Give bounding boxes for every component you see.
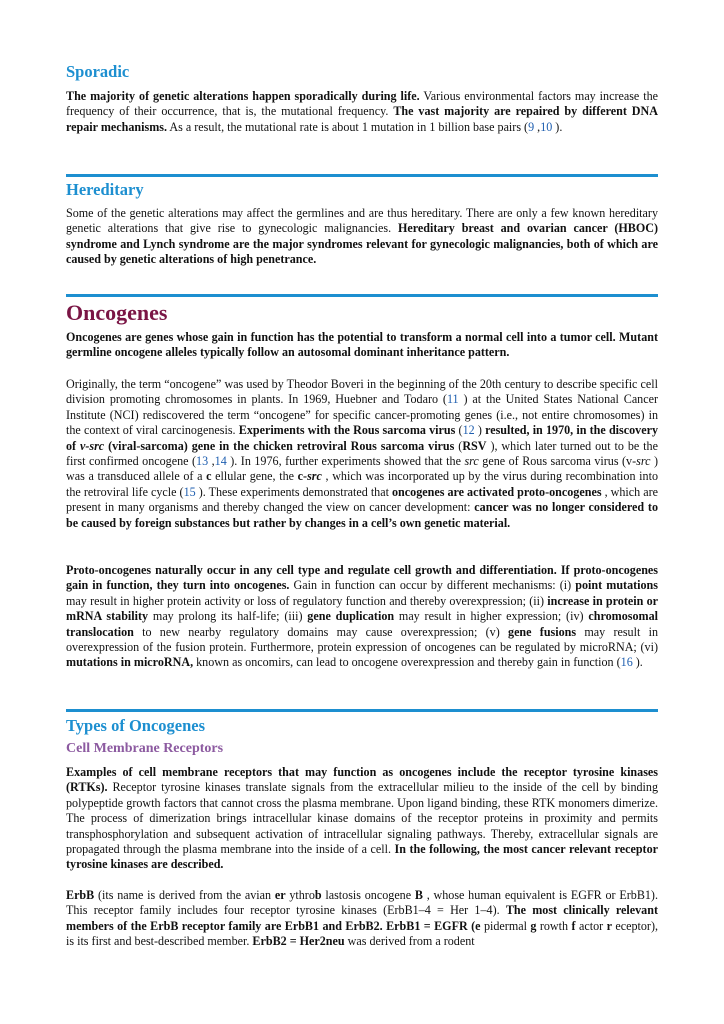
text-run: to new nearby regulatory domains may cause overexpression; (v): [133, 624, 509, 639]
text-run: known as oncomirs, can lead to oncogene overexpression and thereby gain in function (: [193, 655, 621, 670]
reference-link[interactable]: 16: [620, 655, 633, 670]
text-run: ) was a transduced allele of a: [66, 454, 659, 484]
text-run: v-src: [80, 438, 105, 453]
text-run: ,: [208, 454, 215, 469]
reference-link[interactable]: 10: [540, 119, 553, 134]
text-run: resulted, in 1970, in the discovery of: [66, 423, 658, 453]
text-run: may result in higher expression; (iv): [394, 609, 589, 624]
text-run: c: [206, 469, 212, 484]
text-run: er: [274, 888, 286, 902]
sporadic-paragraph: [66, 89, 658, 135]
text-run: may prolong its half-life; (iii): [148, 609, 308, 624]
text-run: ).: [632, 655, 643, 670]
text-run: increase in protein or mRNA stability: [66, 593, 658, 624]
text-run: lastosis oncogene: [321, 888, 415, 902]
text-run: (its name is derived from the avian: [94, 888, 275, 902]
text-run: f: [571, 918, 576, 933]
text-run: In the following, the most cancer relevant receptor tyrosine kinases are described.: [66, 842, 658, 872]
text-run: Proto-oncogenes naturally occur in any cell type and regulate cell growth and differentiation. If proto-oncogenes gain in function, they turn into oncogenes.: [66, 563, 658, 593]
text-run: ). These experiments demonstrated that: [195, 484, 392, 499]
text-run: mutations in microRNA,: [66, 655, 194, 670]
text-run: may result in overexpression of the fusion protein. Furthermore, protein expression of oncogenes can be regulated by microRNA; (vi): [66, 624, 658, 655]
erbb-paragraph: [66, 888, 658, 950]
text-run: As a result, the mutational rate is about 1 mutation in 1 billion base pairs (: [167, 119, 529, 134]
text-run: Experiments with the Rous sarcoma virus: [238, 423, 456, 438]
text-run: Receptor tyrosine kinases translate signals from the extracellular milieu to the inside of the cell by binding polypeptide growth factors that cannot cross the plasma membrane. Upon ligand binding, these RTK monomers dimerize. The process of dimerization brings intracellular kinase domains of the receptor proteins in proximity and permits transphosphorylation and subsequent activation of intracellular signaling pathways. Thereby, extracellular signals are propagated through the plasma membrane into the inside of a cell.: [66, 780, 658, 857]
text-run: c-: [297, 469, 308, 484]
text-run: gene fusions: [508, 624, 577, 639]
text-run: pidermal: [480, 918, 531, 933]
text-run: may result in higher protein activity or loss of regulatory function and thereby overexpression; (ii): [66, 593, 548, 608]
text-run: ,: [534, 119, 541, 134]
section-title-sporadic: Sporadic: [66, 62, 130, 81]
text-run: ErbB2 = Her2neu: [252, 934, 345, 949]
text-run: g: [530, 918, 537, 933]
section-title-types-of-oncogenes: Types of Oncogenes: [66, 716, 206, 735]
proto-oncogenes-paragraph: [66, 563, 658, 671]
section-title-hereditary: Hereditary: [66, 180, 144, 199]
text-run: ): [474, 423, 486, 438]
reference-link[interactable]: 9: [528, 119, 535, 134]
text-run: Various environmental factors may increase the frequency of their occurrence, that is, the mutational frequency.: [66, 89, 658, 119]
reference-link[interactable]: 13: [196, 454, 209, 469]
text-run: Hereditary breast and ovarian cancer (HBOC) syndrome and Lynch syndrome are the major syndromes relevant for gynecologic malignancies, both of which are caused by genetic alterations of high penetrance.: [66, 221, 659, 267]
reference-link[interactable]: 12: [462, 423, 475, 438]
text-run: ), which later turned out to be the first confirmed oncogene (: [66, 438, 658, 469]
text-run: point mutations: [575, 578, 658, 593]
text-run: , which are present in many organisms and thereby changed the view on cancer development:: [66, 484, 658, 515]
subsection-title-cell-membrane-receptors: Cell Membrane Receptors: [66, 741, 224, 756]
reference-link[interactable]: 14: [214, 454, 227, 469]
rtk-paragraph: [66, 765, 658, 873]
text-run: eceptor), is its first and best-described member.: [66, 918, 659, 949]
text-run: The vast majority are repaired by different DNA repair mechanisms.: [66, 104, 659, 134]
text-run: Originally, the term “oncogene” was used by Theodor Boveri in the beginning of the 20th century to describe specific cell division promoting chromosomes in plants. In 1969, Huebner and Todaro (: [66, 377, 658, 407]
text-run: r: [606, 918, 612, 933]
text-run: was derived from a rodent: [344, 934, 475, 949]
text-run: Examples of cell membrane receptors that may function as oncogenes include the receptor tyrosine kinases (RTKs).: [66, 765, 658, 795]
text-run: rowth: [536, 918, 572, 933]
section-divider: [66, 294, 658, 297]
text-run: , which was incorporated up by the virus during recombination into the retroviral life cycle (: [66, 469, 658, 499]
text-run: e: [475, 918, 481, 933]
oncogenes-history-paragraph: [66, 377, 658, 531]
text-run: , whose human equivalent is EGFR or ErbB1). This receptor family includes four receptor tyrosine kinases (ErbB1–4 = Her 1–4).: [66, 888, 658, 918]
text-run: ).: [552, 119, 563, 134]
text-run: The most clinically relevant members of the ErbB receptor family are ErbB1 and ErbB2. ErbB1 = EGFR (: [66, 903, 658, 933]
reference-link[interactable]: 11: [446, 392, 459, 407]
section-title-oncogenes: Oncogenes: [66, 300, 168, 325]
text-run: b: [314, 888, 322, 902]
text-run: actor: [575, 918, 607, 933]
section-divider: [66, 709, 658, 712]
text-run: src: [636, 454, 651, 469]
text-run: RSV: [462, 438, 487, 453]
oncogenes-intro-paragraph: [66, 330, 658, 361]
text-run: ErbB: [66, 888, 95, 902]
text-run: src: [464, 454, 479, 469]
text-run: (: [455, 423, 463, 438]
text-run: (: [454, 438, 463, 453]
hereditary-paragraph: [66, 206, 658, 268]
text-run: (viral-sarcoma) gene in the chicken retroviral Rous sarcoma virus: [104, 438, 455, 453]
text-run: oncogenes are activated proto-oncogenes: [392, 484, 602, 499]
section-divider: [66, 174, 658, 177]
text-run: Gain in function can occur by different mechanisms: (i): [289, 578, 576, 593]
text-run: ) at the United States National Cancer Institute (NCI) rediscovered the term “oncogene” for specific cancer-promoting genes (i.e., not entire chromosomes) in the context of viral carcinogenesis.: [66, 392, 658, 438]
text-run: gene duplication: [307, 609, 395, 624]
text-run: The majority of genetic alterations happen sporadically during life.: [66, 89, 420, 103]
text-run: Oncogenes are genes whose gain in function has the potential to transform a normal cell into a tumor cell. Mutant germline oncogene alleles typically follow an autosomal dominant inheritance pattern.: [66, 330, 658, 360]
text-run: src: [307, 469, 322, 484]
text-run: ). In 1976, further experiments showed that the: [226, 454, 465, 469]
text-run: ellular gene, the: [211, 469, 298, 484]
text-run: gene of Rous sarcoma virus (v-: [478, 454, 637, 469]
reference-link[interactable]: 15: [183, 484, 196, 499]
text-run: Some of the genetic alterations may affect the germlines and are thus hereditary. There are only a few known hereditary genetic alterations that give rise to gynecologic malignancies.: [66, 206, 658, 236]
text-run: B: [414, 888, 423, 902]
text-run: ythro: [285, 888, 315, 902]
text-run: chromosomal translocation: [66, 609, 658, 639]
text-run: cancer was no longer considered to be caused by foreign substances but rather by changes in a cell’s own genetic material.: [66, 500, 658, 530]
